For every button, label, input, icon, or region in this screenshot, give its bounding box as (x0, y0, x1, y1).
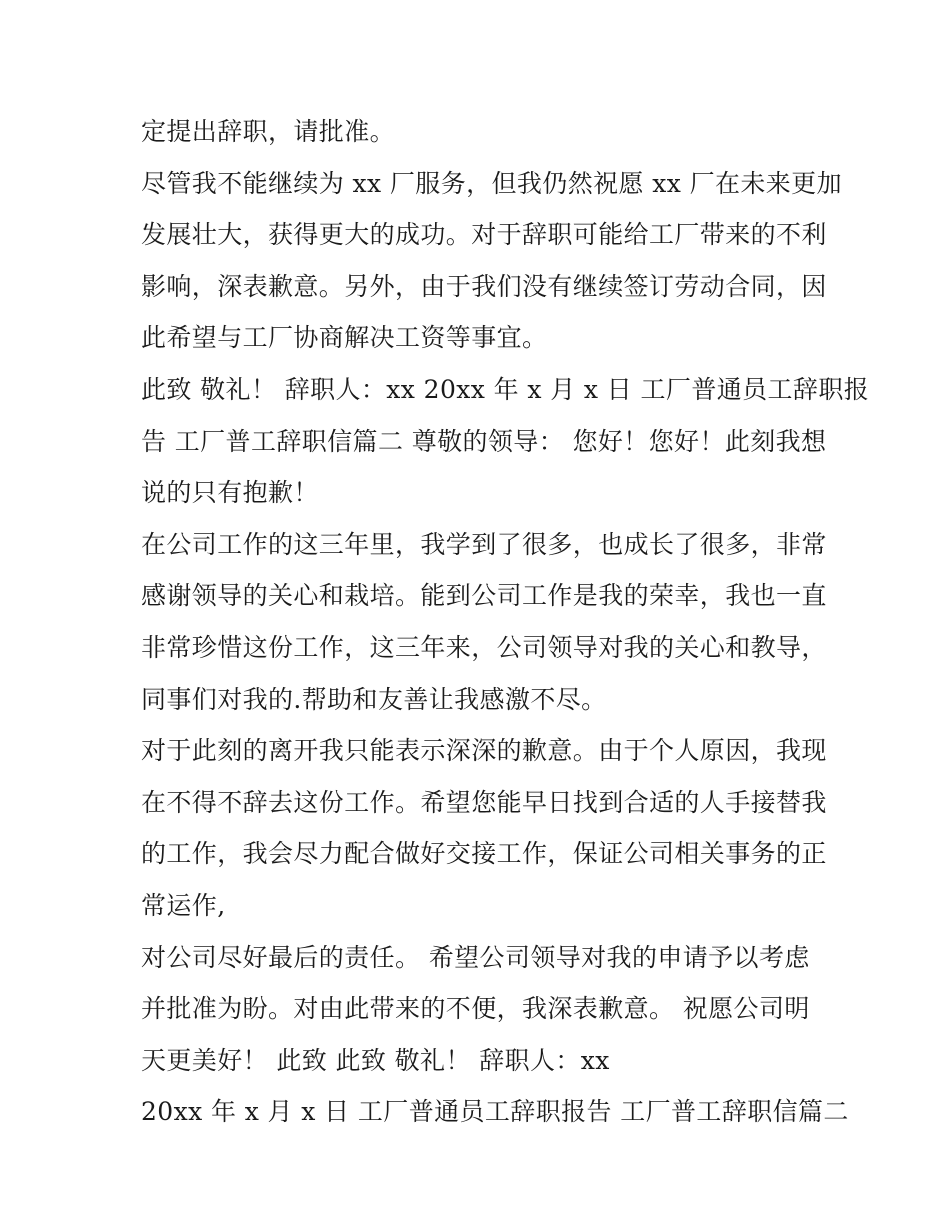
text-line: 告 工厂普工辞职信篇二 尊敬的领导： 您好！您好！此刻我想 (141, 426, 827, 456)
text-line: 此希望与工厂协商解决工资等事宜。 (141, 323, 548, 353)
text-line: 尽管我不能继续为 xx 厂服务，但我仍然祝愿 xx 厂在未来更加 (141, 168, 842, 198)
text-line: 影响，深表歉意。另外，由于我们没有继续签订劳动合同，因 (141, 271, 827, 301)
text-line: 非常珍惜这份工作，这三年来，公司领导对我的关心和教导， (141, 632, 827, 662)
text-line: 的工作，我会尽力配合做好交接工作，保证公司相关事务的正 (141, 839, 827, 869)
resignation-letter-text (141, 106, 870, 1138)
text-line: 在不得不辞去这份工作。希望您能早日找到合适的人手接替我 (141, 787, 827, 817)
text-line: 在公司工作的这三年里，我学到了很多，也成长了很多，非常 (141, 529, 827, 559)
text-line: 此致 敬礼！ 辞职人：xx 20xx 年 x 月 x 日 工厂普通员工辞职报 (141, 374, 870, 404)
text-line: 并批准为盼。对由此带来的不便，我深表歉意。 祝愿公司明 (141, 994, 810, 1024)
text-line: 同事们对我的.帮助和友善让我感激不尽。 (141, 684, 607, 714)
text-line: 对公司尽好最后的责任。 希望公司领导对我的申请予以考虑 (141, 942, 810, 972)
text-line: 对于此刻的离开我只能表示深深的歉意。由于个人原因，我现 (141, 736, 827, 766)
text-line: 感谢领导的关心和栽培。能到公司工作是我的荣幸，我也一直 (141, 581, 827, 611)
text-line: 发展壮大，获得更大的成功。对于辞职可能给工厂带来的不利 (141, 220, 827, 250)
text-line: 说的只有抱歉！ (141, 478, 319, 508)
text-line: 20xx 年 x 月 x 日 工厂普通员工辞职报告 工厂普工辞职信篇二 (141, 1097, 849, 1127)
text-line: 天更美好！ 此致 此致 敬礼！ 辞职人：xx (141, 1045, 610, 1075)
text-line: 定提出辞职，请批准。 (141, 117, 396, 146)
text-line: 常运作, (141, 890, 226, 920)
